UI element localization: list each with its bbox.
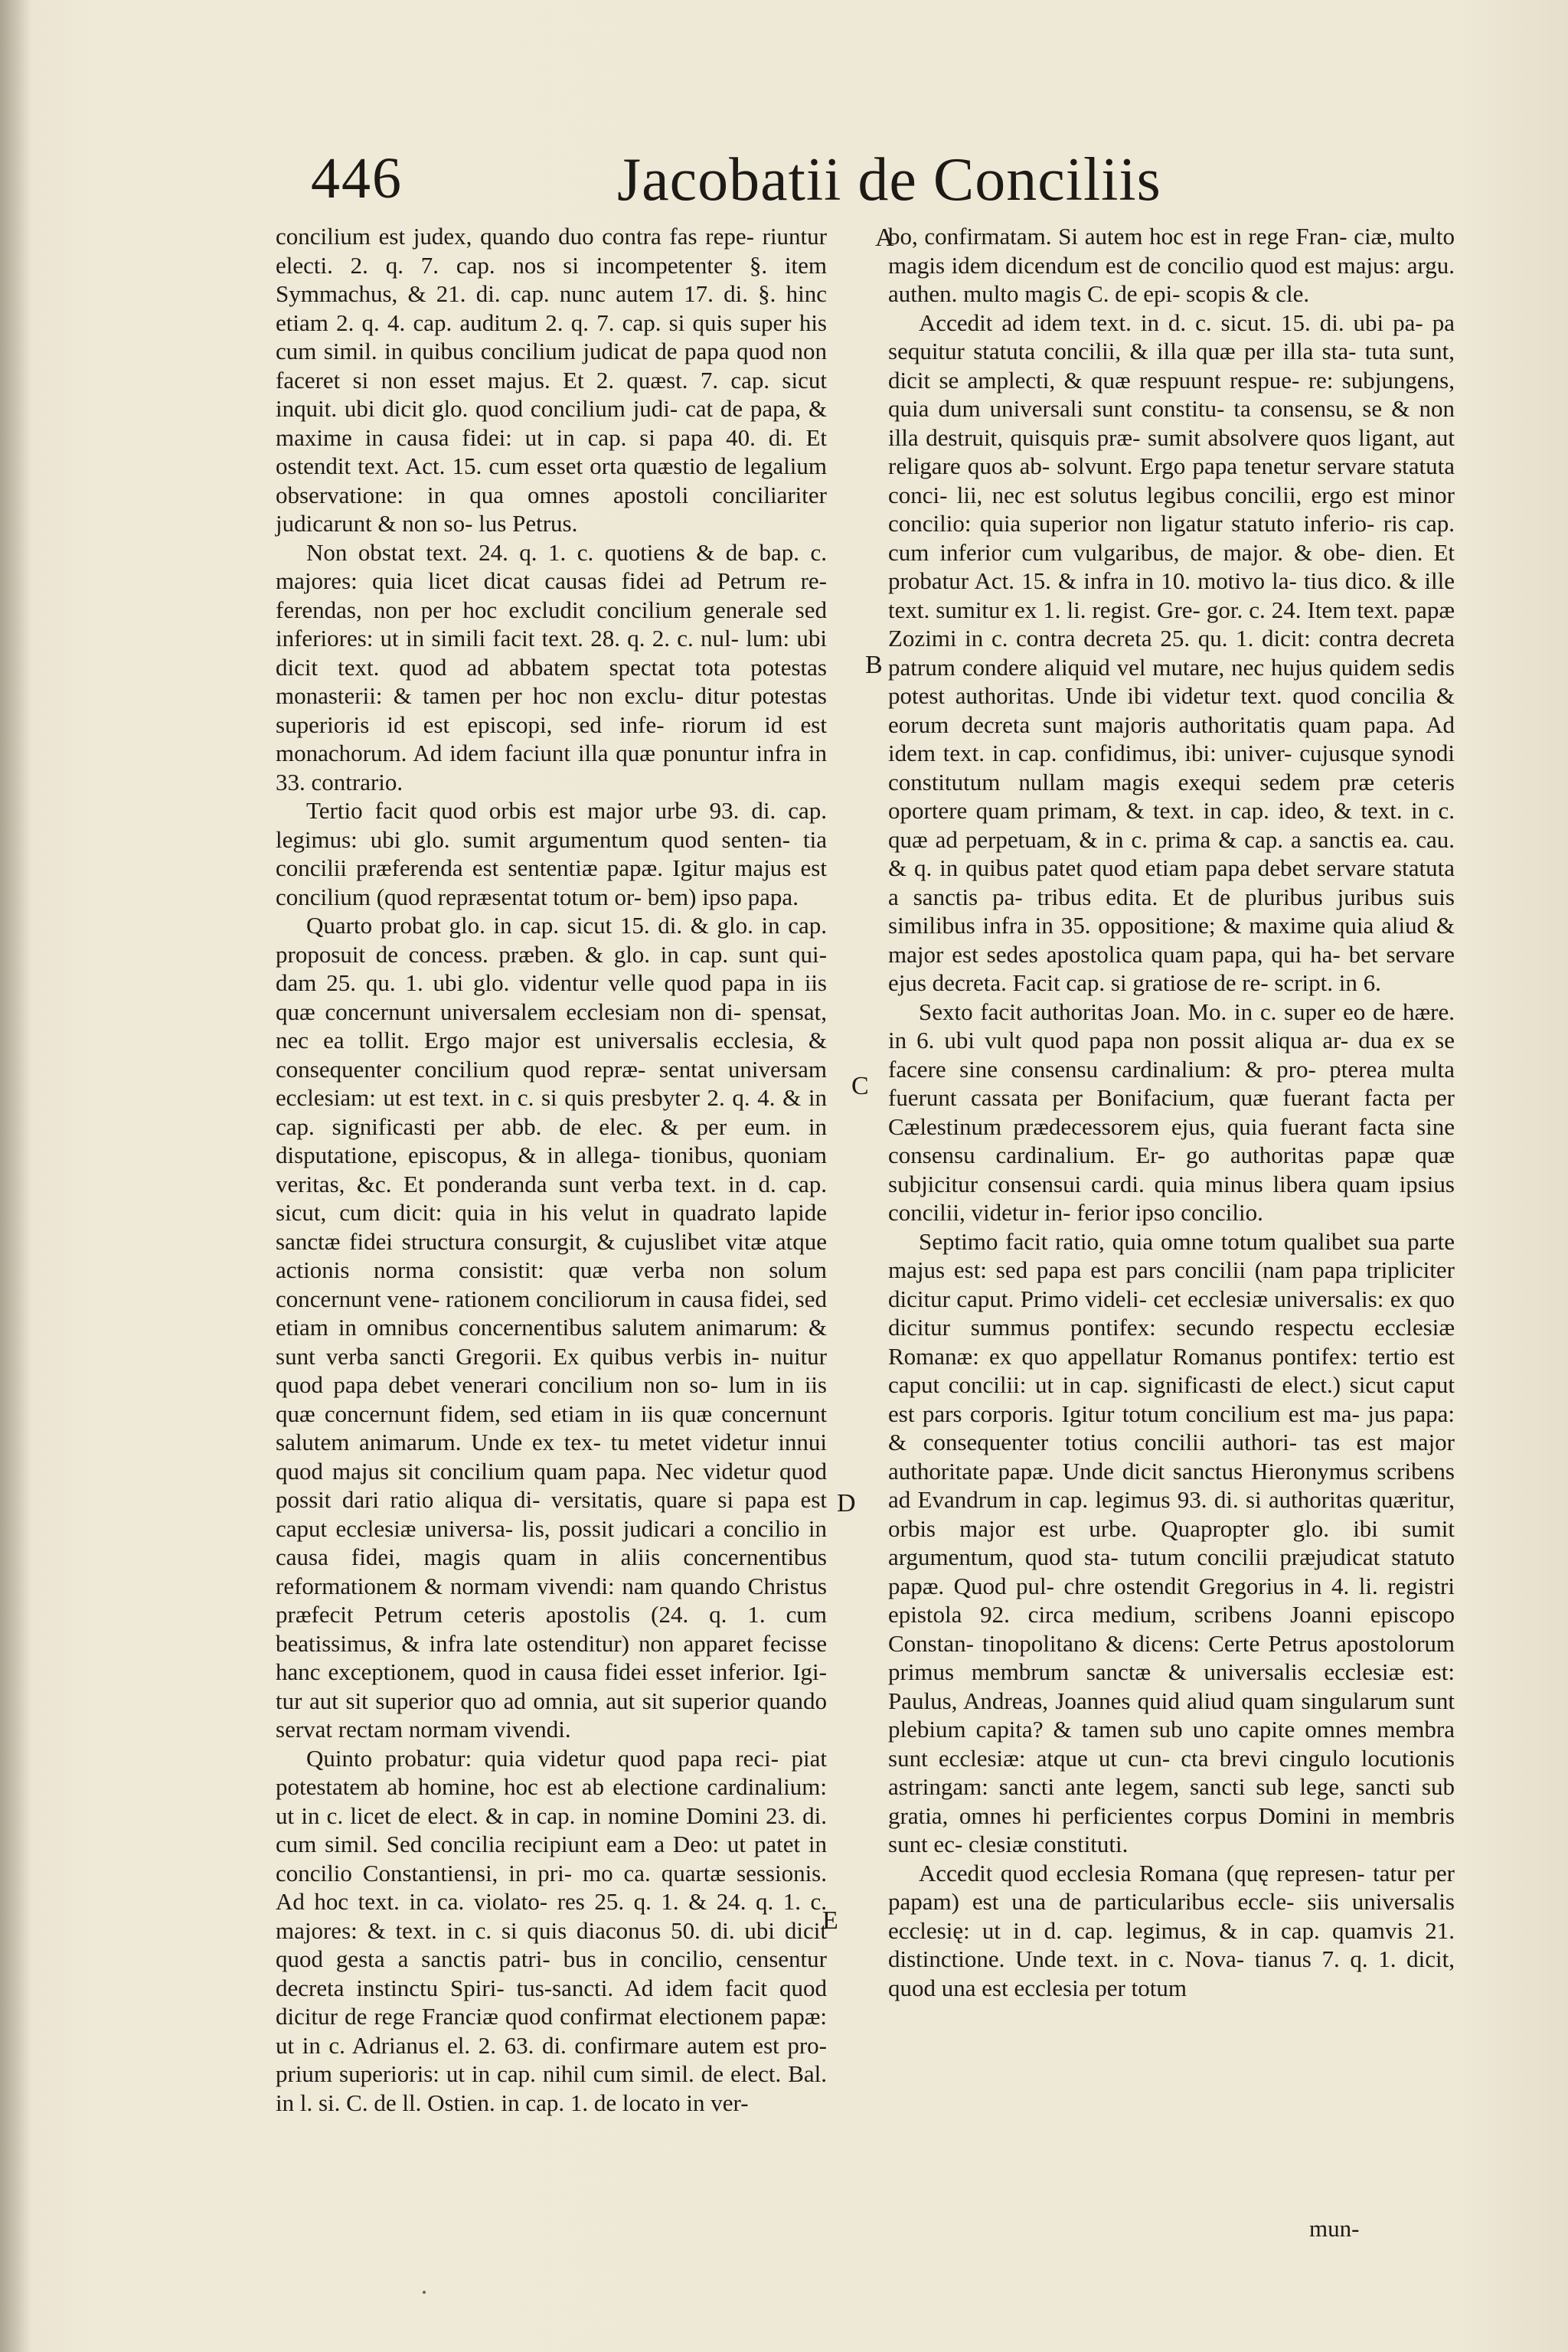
right-paragraph: bo, confirmatam. Si autem hoc est in rege Fran- ciæ, multo magis idem dicendum est de concilio quod est majus: argu. authen. multo magis C. de epi- scopis & cle. xyxy=(888,223,1455,307)
right-paragraph: Septimo facit ratio, quia omne totum qualibet sua parte majus est: sed papa est pars concilii (nam papa tripliciter dicitur caput. Primo videli- cet ecclesiæ universalis: ex quo dicitur summus pontifex: secundo respectu ecclesiæ Romanæ: ex quo appellatur Romanus pontifex: tertio est caput concilii: ut in cap. significasti de elect.) sicut caput est pars corporis. Igitur totum concilium est ma- jus papa: & consequenter totius concilii authori- tas est major authoritate papæ. Unde dicit sanctus Hieronymus scribens ad Evandrum in cap. legimus 93. di. si authoritas quæritur, orbis major est urbe. Quapropter glo. ibi sumit argumentum, quod sta- tutum concilii præjudicat statuto papæ. Quod pul- chre ostendit Gregorius in 4. li. registri epistola 92. circa medium, scribens Joanni episcopo Constan- tinopolitano & dicens: Certe Petrus apostolorum primus membrum sanctæ & universalis ecclesiæ est: Paulus, Andreas, Joannes quid aliud quam singularum sunt plebium capita? & tamen sub uno capite omnes membra sunt ecclesiæ: atque ut cun- cta brevi cingulo locutionis astringam: sancti ante legem, sancti sub lege, sancti sub gratia, omnes hi perficientes corpus Domini in membris sunt ec- clesiæ constituti. xyxy=(888,1227,1455,1857)
margin-letter-e: E xyxy=(822,1906,838,1935)
left-column xyxy=(276,222,827,2117)
binding-shadow xyxy=(0,0,31,2352)
right-paragraph: Sexto facit authoritas Joan. Mo. in c. super eo de hære. in 6. ubi vult quod papa non possit aliqua ar- dua ex se facere sine consensu cardinalium: & pro- pterea multa fuerunt cassata per Bonifacium, quæ fuerant facta per Cælestinum prædecessorem ejus, quia fuerant facta sine consensu cardinalium. Er- go authoritas papæ quæ subjicitur consensui cardi. quia minus libera quam ipsius concilii, videtur in- ferior ipso concilio. xyxy=(888,998,1455,1226)
page-header xyxy=(311,145,1383,230)
left-paragraph: concilium est judex, quando duo contra fas repe- riuntur electi. 2. q. 7. cap. nos si incompetenter §. item Symmachus, & 21. di. cap. nunc autem 17. di. §. hinc etiam 2. q. 4. cap. auditum 2. q. 7. cap. si quis super his cum simil. in quibus concilium judicat de papa quod non faceret si non esset majus. Et 2. quæst. 7. cap. sicut inquit. ubi dicit glo. quod concilium judi- cat de papa, & maxime in causa fidei: ut in cap. si papa 40. di. Et ostendit text. Act. 15. cum esset orta quæstio de legalium observatione: in qua omnes apostoli conciliariter judicarunt & non so- lus Petrus. xyxy=(276,223,827,537)
margin-letter-b: B xyxy=(865,651,883,679)
left-paragraph: Non obstat text. 24. q. 1. c. quotiens & de bap. c. majores: quia licet dicat causas fidei ad Petrum re- ferendas, non per hoc excludit concilium generale sed inferiores: ut in simili facit text. 28. q. 2. c. nul- lum: ubi dicit text. quod ad abbatem spectat tota potestas monasterii: & tamen per hoc non exclu- ditur potestas superioris id est episcopi, sed infe- riorum id est monachorum. Ad idem faciunt illa quæ ponuntur infra in 33. contrario. xyxy=(276,538,827,795)
margin-letter-a: A xyxy=(875,224,894,252)
right-paragraph: Accedit ad idem text. in d. c. sicut. 15. di. ubi pa- pa sequitur statuta concilii, & illa quæ per illa sta- tuta sunt, dicit se amplecti, & quæ respuunt respue- re: subjungens, quia dum universali sunt constitu- ta consensu, se & non illa destruit, quisquis præ- sumit absolvere quos ligant, aut religare quos ab- solvunt. Ergo papa tenetur servare statuta conci- lii, nec est solutus legibus concilii, ergo est minor concilio: quia superior non ligatur statuto inferio- ris cap. cum inferior cum vulgaribus, de major. & obe- dien. Et probatur Act. 15. & infra in 10. motivo la- tius dico. & ille text. sumitur ex 1. li. regist. Gre- gor. c. 24. Item text. papæ Zozimi in c. contra decreta 25. qu. 1. dicit: contra decreta patrum condere aliquid vel mutare, nec hujus quidem sedis potest authoritas. Unde ibi videtur text. quod concilia & eorum decreta sunt majoris authoritatis quam papa. Ad idem text. in cap. confidimus, ibi: univer- cujusque synodi constitutum nullam magis exequi sedem præ ceteris oportere quam primam, & text. in cap. ideo, & text. in c. quæ ad perpetuam, & in c. prima & cap. a sanctis ea. cau. & q. in quibus patet quod etiam papa debet servare statuta a sanctis pa- tribus edita. Et de pluribus juribus suis similibus infra in 35. oppositione; & maxime quia aliud & major est sedes apostolica quam papa, qui ha- bet servare ejus decreta. Facit cap. si gratiose de re- script. in 6. xyxy=(888,309,1455,996)
right-column xyxy=(888,222,1455,2002)
catchword: mun- xyxy=(1309,2215,1360,2242)
page-number: 446 xyxy=(311,146,403,211)
margin-letter-d: D xyxy=(837,1489,856,1517)
running-title: Jacobatii de Conciliis xyxy=(617,146,1161,214)
left-paragraph: Tertio facit quod orbis est major urbe 93. di. cap. legimus: ubi glo. sumit argumentum quod senten- tia concilii præferenda est sententiæ papæ. Igitur majus est concilium (quod repræsentat totum or- bem) ipso papa. xyxy=(276,797,827,910)
left-paragraph: Quarto probat glo. in cap. sicut 15. di. & glo. in cap. proposuit de concess. præben. & glo. in cap. sunt qui- dam 25. qu. 1. ubi glo. videntur velle quod papa in iis quæ concernunt universalem ecclesiam non di- spensat, nec ea tollit. Ergo major est universalis ecclesia, & consequenter concilium quod repræ- sentat universam ecclesiam: ut est text. in c. si quis presbyter 2. q. 4. & in cap. significasti per abb. de elec. & per eum. in disputatione, episcopus, & in allega- tionibus, quoniam veritas, &c. Et ponderanda sunt verba text. in d. cap. sicut, cum dicit: quia in his velut in quadrato lapide sanctæ fidei structura consurgit, & cujuslibet vitæ atque actionis norma consistit: quæ verba non solum concernunt vene- rationem conciliorum in causa fidei, sed etiam in omnibus concernentibus salutem animarum: & sunt verba sancti Gregorii. Ex quibus verbis in- nuitur quod papa debet venerari concilium non so- lum in iis quæ concernunt fidem, sed etiam in iis quæ concernunt salutem animarum. Unde ex tex- tu metet videtur innui quod majus sit concilium quam papa. Nec videtur quod possit dari ratio aliqua di- versitatis, quare si papa est caput ecclesiæ universa- lis, possit judicari a concilio in causa fidei, magis quam in aliis concernentibus reformationem & normam vivendi: nam quando Christus præfecit Petrum ceteris apostolis (24. q. 1. cum beatissimus, & infra late ostenditur) non apparet fecisse hanc exceptionem, quod in causa fidei esset inferior. Igi- tur aut sit superior quo ad omnia, aut sit superior quando servat rectam normam vivendi. xyxy=(276,912,827,1743)
left-paragraph: Quinto probatur: quia videtur quod papa reci- piat potestatem ab homine, hoc est ab electione cardinalium: ut in c. licet de elect. & in cap. in nomine Domini 23. di. cum simil. Sed concilia recipiunt eam a Deo: ut patet in concilio Constantiensi, in pri- mo ca. quartæ sessionis. Ad hoc text. in ca. violato- res 25. q. 1. & 24. q. 1. c. majores: & text. in c. si quis diaconus 50. di. ubi dicit quod gesta a sanctis patri- bus in concilio, censentur decreta instinctu Spiri- tus-sancti. Ad idem facit quod dicitur de rege Franciæ quod confirmat electionem papæ: ut in c. Adrianus el. 2. 63. di. confirmare autem est pro- prium superioris: ut in cap. nihil cum simil. de elect. Bal. in l. si. C. de ll. Ostien. in cap. 1. de locato in ver- xyxy=(276,1744,827,2116)
margin-letter-c: C xyxy=(851,1072,869,1100)
ink-speck xyxy=(423,2291,426,2294)
right-paragraph: Accedit quod ecclesia Romana (quę represen- tatur per papam) est una de particularibus eccle- siis universalis ecclesię: ut in d. cap. legimus, & in cap. quamvis 21. distinctione. Unde text. in c. Nova- tianus 7. q. 1. dicit, quod una est ecclesia per totum xyxy=(888,1859,1455,2001)
